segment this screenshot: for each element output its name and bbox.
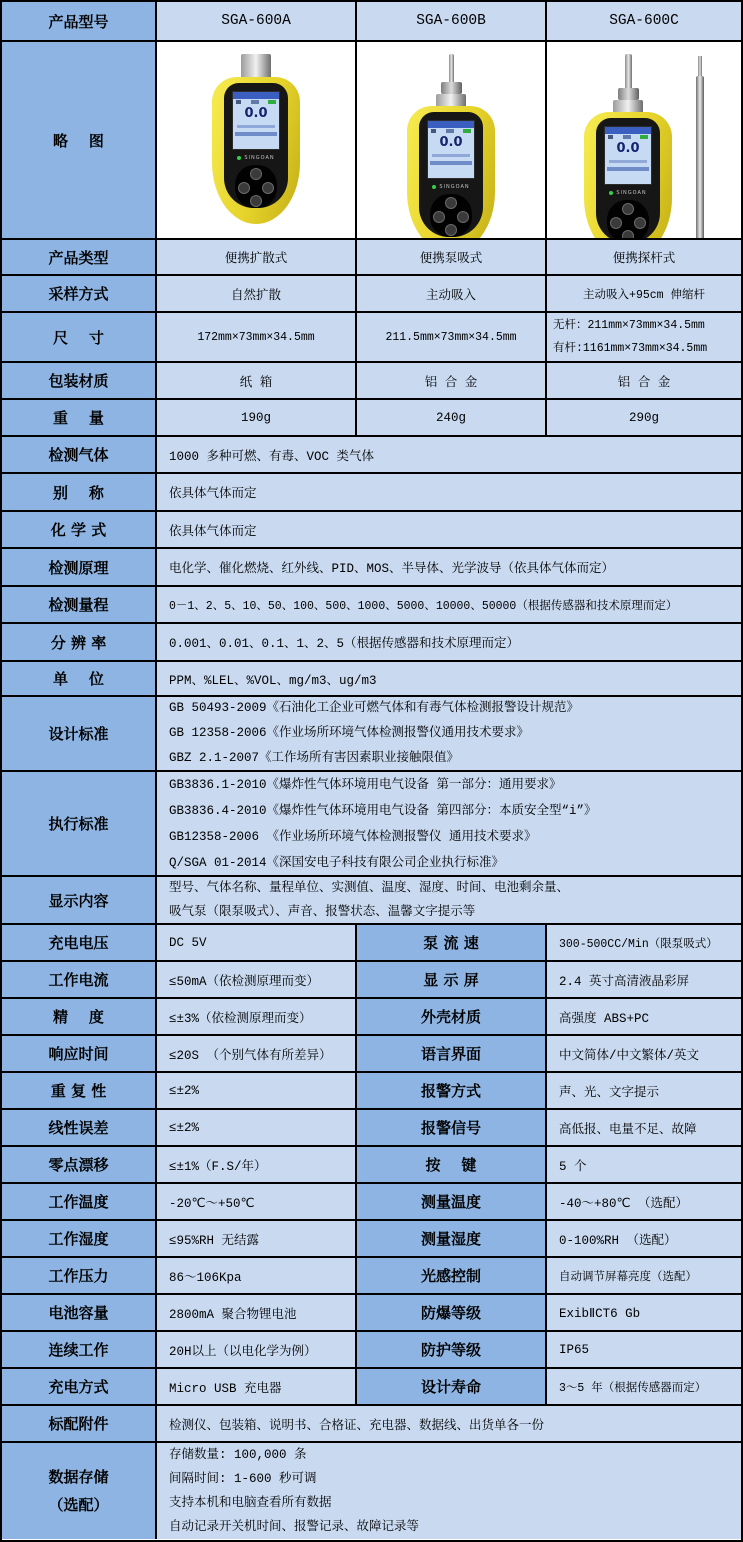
screen-footer-line bbox=[235, 132, 277, 136]
row-label: 充电方式 bbox=[2, 1369, 157, 1406]
signal-icon bbox=[608, 135, 613, 139]
spec-row-battery-capacity bbox=[2, 1295, 741, 1332]
device-screen bbox=[232, 91, 280, 150]
value-600c bbox=[547, 313, 741, 363]
row-label bbox=[2, 1443, 157, 1539]
value-600b: 主动吸入 bbox=[357, 276, 547, 313]
led-indicator bbox=[237, 156, 241, 160]
left-button-icon bbox=[433, 211, 445, 223]
pump-probe bbox=[625, 54, 632, 88]
display-line: 型号、气体名称、量程单位、实测值、温度、湿度、时间、电池剩余量、 bbox=[169, 881, 570, 895]
screen-footer-line bbox=[430, 161, 472, 165]
spec-row-response-time bbox=[2, 1036, 741, 1073]
spec-row-working-current bbox=[2, 962, 741, 999]
row-value: ≤±2% bbox=[157, 1073, 357, 1110]
up-button-icon bbox=[250, 168, 262, 180]
spec-row-charge-voltage bbox=[2, 925, 741, 962]
model-name-600c: SGA-600C bbox=[547, 2, 741, 42]
gas-detector-probe-icon bbox=[584, 54, 672, 240]
up-button-icon bbox=[445, 197, 457, 209]
row-value: DC 5V bbox=[157, 925, 357, 962]
row-value: 依具体气体而定 bbox=[157, 474, 741, 512]
row-value: -20℃～+50℃ bbox=[157, 1184, 357, 1221]
left-button-icon bbox=[238, 182, 250, 194]
device-body bbox=[212, 77, 300, 224]
screen-reading: 0.0 bbox=[439, 135, 463, 150]
row-label: 工作温度 bbox=[2, 1184, 157, 1221]
row-value: ≤20S （个别气体有所差异） bbox=[157, 1036, 357, 1073]
spec-row-working-temperature bbox=[2, 1184, 741, 1221]
gas-detector-diffusion-icon bbox=[212, 54, 300, 224]
device-screen bbox=[427, 120, 475, 179]
product-image-600c bbox=[547, 42, 741, 240]
row-value: 1000 多种可燃、有毒、VOC 类气体 bbox=[157, 437, 741, 474]
product-image-600b bbox=[357, 42, 547, 240]
row-label: 化 学 式 bbox=[2, 512, 157, 549]
row-label: 检测气体 bbox=[2, 437, 157, 474]
spec-row-working-humidity bbox=[2, 1221, 741, 1258]
row-label: 重 复 性 bbox=[2, 1073, 157, 1110]
row-label: 包装材质 bbox=[2, 363, 157, 400]
storage-label-line2: （选配） bbox=[48, 1496, 109, 1514]
standard-line: Q/SGA 01-2014《深国安电子科技有限公司企业执行标准》 bbox=[169, 855, 505, 870]
spec-row-size bbox=[2, 313, 741, 363]
spec-row-working-pressure bbox=[2, 1258, 741, 1295]
row-value: 0.001、0.01、0.1、1、2、5（根据传感器和技术原理而定） bbox=[157, 624, 741, 662]
row-label: 显示内容 bbox=[2, 877, 157, 925]
storage-line: 自动记录开关机时间、报警记录、故障记录等 bbox=[169, 1520, 420, 1534]
row-label: 报警信号 bbox=[357, 1110, 547, 1147]
row-label: 光感控制 bbox=[357, 1258, 547, 1295]
row-label: 泵 流 速 bbox=[357, 925, 547, 962]
row-value: 3～5 年（根据传感器而定） bbox=[547, 1369, 741, 1406]
size-no-rod: 无杆：211mm×73mm×34.5mm bbox=[553, 319, 705, 332]
value-600a: 便携扩散式 bbox=[157, 240, 357, 276]
row-label: 按 键 bbox=[357, 1147, 547, 1184]
device-face bbox=[224, 83, 288, 208]
up-button-icon bbox=[622, 203, 634, 215]
device-face bbox=[419, 112, 483, 237]
device-screen bbox=[604, 126, 652, 185]
spec-row-alias bbox=[2, 474, 741, 512]
row-value: 声、光、文字提示 bbox=[547, 1073, 741, 1110]
model-name-600a: SGA-600A bbox=[157, 2, 357, 42]
row-label: 标配附件 bbox=[2, 1406, 157, 1443]
size-with-rod: 有杆:1161mm×73mm×34.5mm bbox=[553, 342, 708, 355]
standard-line: GB 50493-2009《石油化工企业可燃气体和有毒气体检测报警设计规范》 bbox=[169, 701, 580, 715]
row-value: Micro USB 充电器 bbox=[157, 1369, 357, 1406]
row-value: -40～+80℃ （选配） bbox=[547, 1184, 741, 1221]
screen-titlebar bbox=[605, 127, 651, 134]
spec-row-repeatability bbox=[2, 1073, 741, 1110]
value-600c: 主动吸入+95cm 伸缩杆 bbox=[547, 276, 741, 313]
row-label: 连续工作 bbox=[2, 1332, 157, 1369]
led-indicator bbox=[432, 185, 436, 189]
row-label: 精 度 bbox=[2, 999, 157, 1036]
value-600a: 190g bbox=[157, 400, 357, 437]
row-label: 外壳材质 bbox=[357, 999, 547, 1036]
value-600b: 铝 合 金 bbox=[357, 363, 547, 400]
row-value: 20H以上（以电化学为例） bbox=[157, 1332, 357, 1369]
screen-titlebar bbox=[233, 92, 279, 99]
row-value: ≤95%RH 无结露 bbox=[157, 1221, 357, 1258]
product-image-600a bbox=[157, 42, 357, 240]
spec-row-continuous-working bbox=[2, 1332, 741, 1369]
gas-detector-pump-icon bbox=[407, 54, 495, 240]
standard-line: GB3836.1-2010《爆炸性气体环境用电气设备 第一部分：通用要求》 bbox=[169, 777, 562, 792]
row-label: 别 称 bbox=[2, 474, 157, 512]
row-value: ≤±1%（F.S/年） bbox=[157, 1147, 357, 1184]
row-label: 报警方式 bbox=[357, 1073, 547, 1110]
spec-row-exec-standards bbox=[2, 772, 741, 877]
display-line: 吸气泵（限泵吸式）、声音、报警状态、温馨文字提示等 bbox=[169, 905, 476, 919]
screen-footer-line bbox=[607, 167, 649, 171]
model-name-600b: SGA-600B bbox=[357, 2, 547, 42]
spec-row-accuracy bbox=[2, 999, 741, 1036]
row-label: 测量温度 bbox=[357, 1184, 547, 1221]
sketch-label: 略 图 bbox=[2, 42, 157, 240]
row-value: PPM、%LEL、%VOL、mg/m3、ug/m3 bbox=[157, 662, 741, 697]
row-value: IP65 bbox=[547, 1332, 741, 1369]
row-value: 2800mA 聚合物锂电池 bbox=[157, 1295, 357, 1332]
row-value bbox=[157, 1443, 741, 1539]
row-label: 充电电压 bbox=[2, 925, 157, 962]
signal-icon bbox=[236, 100, 241, 104]
brand-text: SINGOAN bbox=[244, 154, 275, 161]
row-label: 工作电流 bbox=[2, 962, 157, 999]
spec-row-accessories bbox=[2, 1406, 741, 1443]
standard-line: GB 12358-2006《作业场所环境气体检测报警仪通用技术要求》 bbox=[169, 726, 530, 740]
signal-icon bbox=[431, 129, 436, 133]
spec-row-packaging bbox=[2, 363, 741, 400]
row-value: 300-500CC/Min（限泵吸式） bbox=[547, 925, 741, 962]
row-label: 检测原理 bbox=[2, 549, 157, 587]
pump-probe bbox=[449, 54, 454, 82]
enter-button-icon bbox=[622, 230, 634, 240]
row-label: 重 量 bbox=[2, 400, 157, 437]
screen-info-line bbox=[609, 160, 647, 163]
led-indicator bbox=[609, 191, 613, 195]
enter-button-icon bbox=[445, 224, 457, 236]
row-value: 检测仪、包装箱、说明书、合格证、充电器、数据线、出货单各一份 bbox=[157, 1406, 741, 1443]
row-label: 电池容量 bbox=[2, 1295, 157, 1332]
row-label: 尺 寸 bbox=[2, 313, 157, 363]
row-label: 防护等级 bbox=[357, 1332, 547, 1369]
standard-line: GB12358-2006 《作业场所环境气体检测报警仪 通用技术要求》 bbox=[169, 829, 537, 844]
right-button-icon bbox=[457, 211, 469, 223]
storage-line: 支持本机和电脑查看所有数据 bbox=[169, 1496, 332, 1510]
brand-text: SINGOAN bbox=[616, 189, 647, 196]
spec-row-data-storage bbox=[2, 1443, 741, 1539]
spec-row-range bbox=[2, 587, 741, 624]
row-value: 高强度 ABS+PC bbox=[547, 999, 741, 1036]
device-face bbox=[596, 118, 660, 240]
fan-icon bbox=[446, 129, 454, 133]
spec-row-formula bbox=[2, 512, 741, 549]
row-label: 线性误差 bbox=[2, 1110, 157, 1147]
fan-icon bbox=[251, 100, 259, 104]
header-label: 产品型号 bbox=[2, 2, 157, 42]
row-value: ≤50mA（依检测原理而变） bbox=[157, 962, 357, 999]
row-label: 检测量程 bbox=[2, 587, 157, 624]
header-row bbox=[2, 2, 741, 42]
battery-icon bbox=[268, 100, 276, 104]
row-value: ≤±2% bbox=[157, 1110, 357, 1147]
right-button-icon bbox=[262, 182, 274, 194]
value-600c: 290g bbox=[547, 400, 741, 437]
fan-icon bbox=[623, 135, 631, 139]
row-value: 高低报、电量不足、故障 bbox=[547, 1110, 741, 1147]
storage-line: 存储数量: 100,000 条 bbox=[169, 1448, 307, 1462]
row-label: 测量湿度 bbox=[357, 1221, 547, 1258]
probe-collar bbox=[618, 88, 639, 100]
spec-row-sampling bbox=[2, 276, 741, 313]
screen-titlebar bbox=[428, 121, 474, 128]
storage-line: 间隔时间: 1-600 秒可调 bbox=[169, 1472, 317, 1486]
value-600c: 便携探杆式 bbox=[547, 240, 741, 276]
device-body bbox=[407, 106, 495, 240]
spec-row-design-standards bbox=[2, 697, 741, 772]
button-pad bbox=[235, 165, 277, 208]
value-600b: 便携泵吸式 bbox=[357, 240, 547, 276]
sensor-cap bbox=[241, 54, 271, 79]
spec-row-gas bbox=[2, 437, 741, 474]
spec-row-zero-drift bbox=[2, 1147, 741, 1184]
row-value: 86～106Kpa bbox=[157, 1258, 357, 1295]
standard-line: GBZ 2.1-2007《工作场所有害因素职业接触限值》 bbox=[169, 751, 460, 765]
spec-row-linearity-error bbox=[2, 1110, 741, 1147]
spec-row-display-content bbox=[2, 877, 741, 925]
left-button-icon bbox=[610, 217, 622, 229]
row-label: 采样方式 bbox=[2, 276, 157, 313]
row-label: 防爆等级 bbox=[357, 1295, 547, 1332]
probe-collar bbox=[441, 82, 462, 94]
row-value bbox=[157, 877, 741, 925]
row-label: 工作湿度 bbox=[2, 1221, 157, 1258]
row-value bbox=[157, 697, 741, 772]
value-600b: 211.5mm×73mm×34.5mm bbox=[357, 313, 547, 363]
spec-row-unit bbox=[2, 662, 741, 697]
battery-icon bbox=[640, 135, 648, 139]
row-value: 0-100%RH （选配） bbox=[547, 1221, 741, 1258]
row-value: 2.4 英寸高清液晶彩屏 bbox=[547, 962, 741, 999]
row-label: 单 位 bbox=[2, 662, 157, 697]
standard-line: GB3836.4-2010《爆炸性气体环境用电气设备 第四部分：本质安全型“i”》 bbox=[169, 803, 597, 818]
value-600a: 172mm×73mm×34.5mm bbox=[157, 313, 357, 363]
row-value: 中文简体/中文繁体/英文 bbox=[547, 1036, 741, 1073]
row-value: 电化学、催化燃烧、红外线、PID、MOS、半导体、光学波导（依具体气体而定） bbox=[157, 549, 741, 587]
button-pad bbox=[607, 200, 649, 240]
spec-row-resolution bbox=[2, 624, 741, 662]
screen-info-line bbox=[432, 154, 470, 157]
value-600c: 铝 合 金 bbox=[547, 363, 741, 400]
rod-tip bbox=[698, 56, 702, 76]
row-label: 执行标准 bbox=[2, 772, 157, 877]
row-label: 产品类型 bbox=[2, 240, 157, 276]
spec-row-weight bbox=[2, 400, 741, 437]
row-label: 设计标准 bbox=[2, 697, 157, 772]
value-600b: 240g bbox=[357, 400, 547, 437]
spec-row-charging-method bbox=[2, 1369, 741, 1406]
row-label: 语言界面 bbox=[357, 1036, 547, 1073]
button-pad bbox=[430, 194, 472, 237]
row-value: 自动调节屏幕亮度（选配） bbox=[547, 1258, 741, 1295]
row-label: 显 示 屏 bbox=[357, 962, 547, 999]
row-value: 依具体气体而定 bbox=[157, 512, 741, 549]
screen-info-line bbox=[237, 125, 275, 128]
row-label: 工作压力 bbox=[2, 1258, 157, 1295]
row-value: 0－1、2、5、10、50、100、500、1000、5000、10000、50000（根据传感器和技术原理而定） bbox=[157, 587, 741, 624]
row-label: 设计寿命 bbox=[357, 1369, 547, 1406]
device-body bbox=[584, 112, 672, 240]
right-button-icon bbox=[634, 217, 646, 229]
sketch-row bbox=[2, 42, 741, 240]
value-600a: 自然扩散 bbox=[157, 276, 357, 313]
row-label: 响应时间 bbox=[2, 1036, 157, 1073]
screen-reading: 0.0 bbox=[244, 106, 268, 121]
enter-button-icon bbox=[250, 195, 262, 207]
spec-row-type bbox=[2, 240, 741, 276]
telescopic-rod-icon bbox=[696, 76, 704, 240]
row-label: 零点漂移 bbox=[2, 1147, 157, 1184]
row-label: 分 辨 率 bbox=[2, 624, 157, 662]
storage-label-line1: 数据存储 bbox=[48, 1468, 109, 1486]
value-600a: 纸 箱 bbox=[157, 363, 357, 400]
brand-text: SINGOAN bbox=[439, 183, 470, 190]
row-value: ExibⅡCT6 Gb bbox=[547, 1295, 741, 1332]
row-value: ≤±3%（依检测原理而变） bbox=[157, 999, 357, 1036]
battery-icon bbox=[463, 129, 471, 133]
row-value bbox=[157, 772, 741, 877]
row-value: 5 个 bbox=[547, 1147, 741, 1184]
spec-row-principle bbox=[2, 549, 741, 587]
screen-reading: 0.0 bbox=[616, 141, 640, 156]
